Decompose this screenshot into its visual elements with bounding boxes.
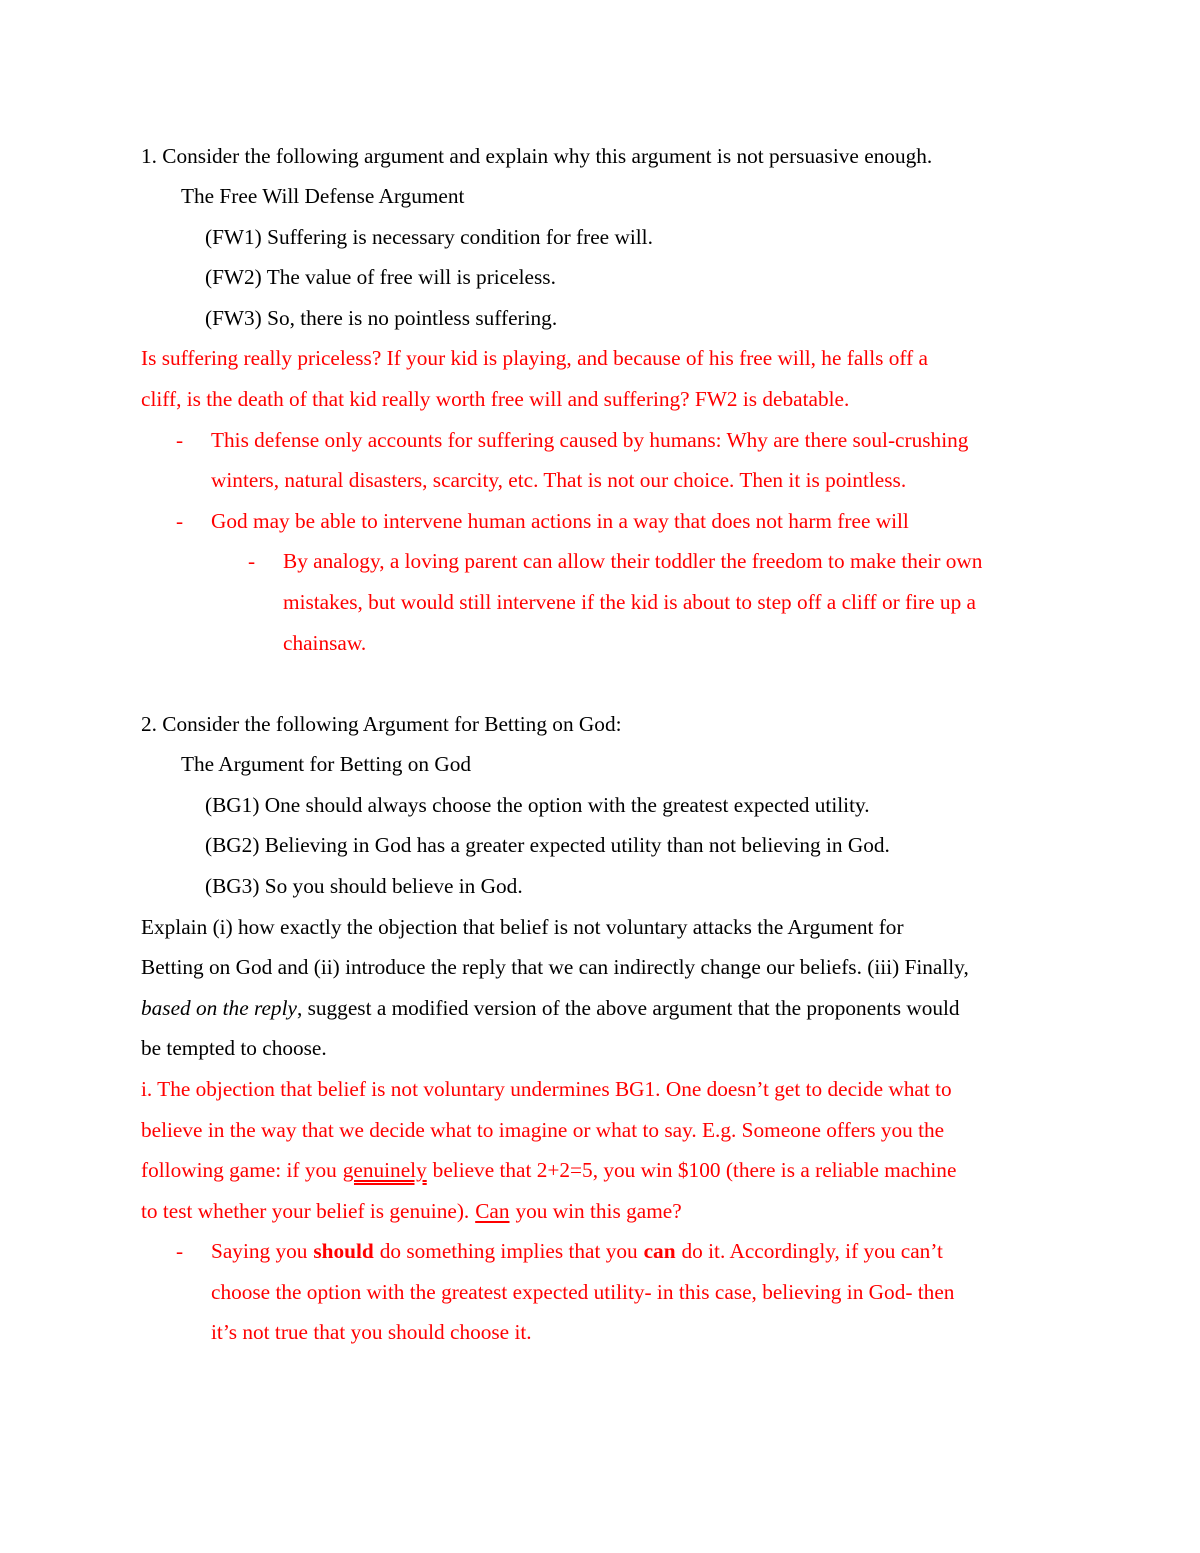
instruction-line: Explain (i) how exactly the objection that belief is not voluntary attacks the Argument for xyxy=(141,915,904,939)
bullet-2-line: God may be able to intervene human actions in a way that does not harm free will xyxy=(211,509,909,533)
subbullet-line: chainsaw. xyxy=(283,631,367,655)
underlined-word: Can xyxy=(475,1199,510,1223)
premise-fw3: (FW3) So, there is no pointless suffering. xyxy=(205,306,558,330)
premise-fw2: (FW2) The value of free will is priceless. xyxy=(205,265,556,289)
bold-word: should xyxy=(313,1239,374,1263)
answer-text: following game: if you xyxy=(141,1158,337,1182)
answer-text: to test whether your belief is genuine). xyxy=(141,1199,470,1223)
bold-word: can xyxy=(643,1239,676,1263)
answer-text: believe that 2+2=5, you win $100 (there is a reliable machine xyxy=(432,1158,957,1182)
bullet-dash: - xyxy=(176,428,184,452)
subbullet-line: mistakes, but would still intervene if the kid is about to step off a cliff or fire up a xyxy=(283,590,976,614)
question-2-prompt: 2. Consider the following Argument for Betting on God: xyxy=(141,712,622,736)
bullet-dash: - xyxy=(176,509,184,533)
bullet-dash: - xyxy=(176,1239,184,1263)
answer-text: do it. Accordingly, if you can’t xyxy=(681,1239,943,1263)
premise-bg1: (BG1) One should always choose the option with the greatest expected utility. xyxy=(205,793,870,817)
premise-bg3: (BG3) So you should believe in God. xyxy=(205,874,523,898)
underlined-word: genuinely xyxy=(342,1158,427,1182)
subbullet-dash: - xyxy=(248,549,256,573)
answer-2-line xyxy=(141,1201,682,1227)
instruction-line xyxy=(141,998,960,1024)
bullet-1-line: This defense only accounts for suffering caused by humans: Why are there soul-crushing xyxy=(211,428,969,452)
italic-phrase: based on the reply xyxy=(141,996,297,1020)
instruction-line: Betting on God and (ii) introduce the reply that we can indirectly change our beliefs. (iii) Finally, xyxy=(141,955,969,979)
bullet-line: it’s not true that you should choose it. xyxy=(211,1320,532,1344)
bullet-line: choose the option with the greatest expected utility- in this case, believing in God- then xyxy=(211,1280,955,1304)
answer-1-line: Is suffering really priceless? If your kid is playing, and because of his free will, he falls off a xyxy=(141,346,928,370)
answer-1-line: cliff, is the death of that kid really worth free will and suffering? FW2 is debatable. xyxy=(141,387,850,411)
bullet-line xyxy=(211,1241,943,1267)
instruction-line: be tempted to choose. xyxy=(141,1036,327,1060)
answer-2-line: believe in the way that we decide what to imagine or what to say. E.g. Someone offers you the xyxy=(141,1118,945,1142)
premise-bg2: (BG2) Believing in God has a greater expected utility than not believing in God. xyxy=(205,833,890,857)
answer-text: do something implies that you xyxy=(379,1239,638,1263)
answer-2-line xyxy=(141,1160,956,1186)
answer-text: Saying you xyxy=(211,1239,308,1263)
question-1-argument-title: The Free Will Defense Argument xyxy=(181,184,465,208)
instruction-text: , suggest a modified version of the above argument that the proponents would xyxy=(296,996,960,1020)
answer-2-line: i. The objection that belief is not voluntary undermines BG1. One doesn’t get to decide what to xyxy=(141,1077,952,1101)
answer-text: you win this game? xyxy=(515,1199,682,1223)
question-2-argument-title: The Argument for Betting on God xyxy=(181,752,472,776)
subbullet-line: By analogy, a loving parent can allow their toddler the freedom to make their own xyxy=(283,549,983,573)
question-1-prompt: 1. Consider the following argument and explain why this argument is not persuasive enough. xyxy=(141,144,933,168)
premise-fw1: (FW1) Suffering is necessary condition for free will. xyxy=(205,225,653,249)
bullet-1-line: winters, natural disasters, scarcity, etc. That is not our choice. Then it is pointless. xyxy=(211,468,907,492)
